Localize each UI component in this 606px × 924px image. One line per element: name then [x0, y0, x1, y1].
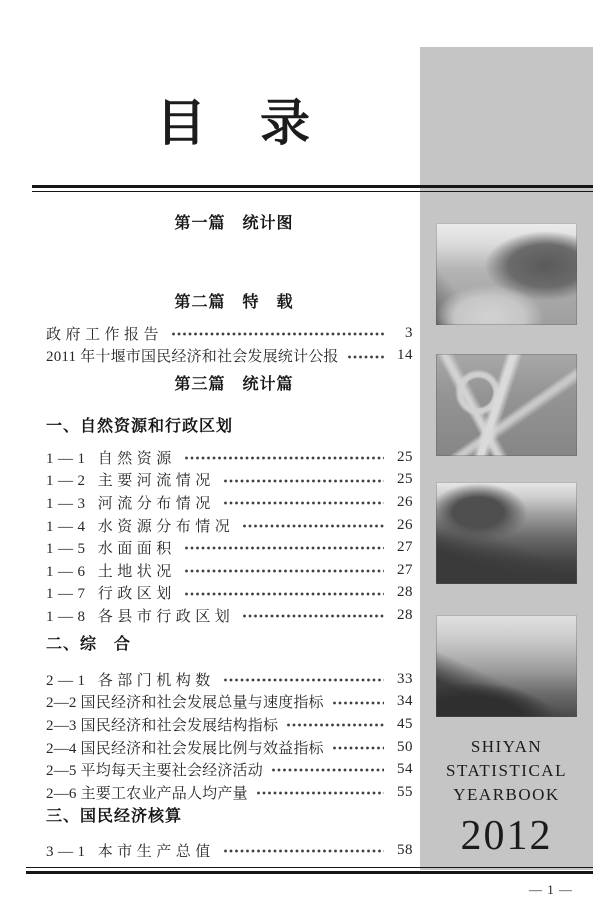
toc-entry-page: 34: [397, 693, 413, 710]
toc-entry: [46, 491, 413, 514]
toc-entry-page: 27: [397, 539, 413, 556]
mountain-temple-photo: [436, 482, 577, 584]
toc-entry-label: 2—5 平均每天主要社会经济活动: [46, 763, 263, 780]
toc-entry-label: 1—5 水面面积: [46, 541, 176, 558]
dot-leader: [223, 839, 384, 862]
dot-leader: [286, 713, 384, 736]
dot-leader: [184, 582, 384, 605]
dot-leader: [184, 446, 384, 469]
toc-entry-page: 25: [397, 448, 413, 465]
toc-entry-label: 1—4 水资源分布情况: [46, 518, 235, 535]
toc-entry-label: 2—2 国民经济和社会发展总量与速度指标: [46, 695, 324, 712]
river-valley-photo: [436, 223, 577, 325]
section3-entries-list: [46, 839, 413, 862]
dot-leader: [332, 736, 384, 759]
toc-entry-page: 25: [397, 471, 413, 488]
toc-entry: [46, 781, 413, 804]
dot-leader: [242, 604, 384, 627]
section1-entries-list: [46, 446, 413, 627]
toc-entry-label: 1—3 河流分布情况: [46, 495, 215, 512]
toc-entry: [46, 736, 413, 759]
dot-leader: [271, 758, 384, 781]
toc-entry-label: 1—7 行政区划: [46, 586, 176, 603]
part2-heading: 第二篇 特 载: [174, 294, 294, 311]
toc-entry: [46, 514, 413, 537]
toc-entry-label: 1—8 各县市行政区划: [46, 608, 235, 625]
toc-entry-label: 2—4 国民经济和社会发展比例与效益指标: [46, 740, 324, 757]
yearbook-title-block: [420, 735, 593, 858]
toc-entry-page: 28: [397, 584, 413, 601]
toc-entry: [46, 559, 413, 582]
toc-entry-page: 3: [405, 324, 413, 341]
toc-entry-page: 28: [397, 606, 413, 623]
toc-entry: [46, 713, 413, 736]
toc-entry-page: 50: [397, 738, 413, 755]
yearbook-title-line: SHIYAN: [470, 737, 543, 756]
toc-entry-page: 45: [397, 715, 413, 732]
dot-leader: [347, 345, 384, 368]
yearbook-title-line: STATISTICAL: [446, 761, 567, 780]
bottom-double-rule: [26, 867, 593, 874]
page-title: 目 录: [156, 95, 312, 151]
toc-entry-label: 政府工作报告: [46, 326, 164, 343]
toc-entry: [46, 604, 413, 627]
toc-entry: [46, 582, 413, 605]
toc-entry: [46, 446, 413, 469]
section3-heading: 三、国民经济核算: [46, 808, 183, 825]
dot-leader: [223, 668, 384, 691]
toc-entry-label: 2—3 国民经济和社会发展结构指标: [46, 717, 279, 734]
yearbook-title-line: YEARBOOK: [453, 785, 560, 804]
part3-heading: 第三篇 统计篇: [174, 376, 294, 393]
toc-entry: [46, 322, 413, 345]
highway-interchange-photo: [436, 354, 577, 456]
page-number: — 1 —: [529, 882, 573, 897]
toc-entry: [46, 839, 413, 862]
toc-entry-label: 2—6 主要工农业产品人均产量: [46, 785, 248, 802]
toc-entry-label: 1—6 土地状况: [46, 563, 176, 580]
toc-entry: [46, 469, 413, 492]
toc-entry-label: 3—1 本市生产总值: [46, 843, 215, 860]
toc-entry: [46, 345, 413, 368]
dot-leader: [223, 491, 384, 514]
dot-leader: [332, 691, 384, 714]
toc-entry-label: 2011 年十堰市国民经济和社会发展统计公报: [46, 349, 339, 366]
toc-entry: [46, 536, 413, 559]
special-entries-list: [46, 322, 413, 367]
dot-leader: [242, 514, 384, 537]
dot-leader: [223, 469, 384, 492]
toc-entry-label: 1—1 自然资源: [46, 450, 176, 467]
top-double-rule: [32, 185, 593, 192]
toc-entry-label: 2—1 各部门机构数: [46, 672, 215, 689]
toc-entry-page: 55: [397, 783, 413, 800]
toc-entry-page: 27: [397, 561, 413, 578]
toc-entry: [46, 691, 413, 714]
toc-entry-page: 58: [397, 841, 413, 858]
dot-leader: [184, 559, 384, 582]
dot-leader: [171, 322, 384, 345]
toc-entry-label: 1—2 主要河流情况: [46, 473, 215, 490]
section2-entries-list: [46, 668, 413, 804]
toc-entry-page: 33: [397, 670, 413, 687]
toc-entry-page: 26: [397, 493, 413, 510]
dot-leader: [184, 536, 384, 559]
city-panorama-photo: [436, 615, 577, 717]
part1-heading: 第一篇 统计图: [174, 215, 294, 232]
toc-entry-page: 14: [397, 347, 413, 364]
section1-heading: 一、自然资源和行政区划: [46, 418, 234, 435]
toc-entry: [46, 758, 413, 781]
toc-entry-page: 54: [397, 761, 413, 778]
yearbook-year: 2012: [460, 813, 553, 859]
toc-entry: [46, 668, 413, 691]
section2-heading: 二、综 合: [46, 636, 132, 653]
cover-strip-sidebar: [420, 47, 593, 870]
dot-leader: [256, 781, 384, 804]
toc-entry-page: 26: [397, 516, 413, 533]
